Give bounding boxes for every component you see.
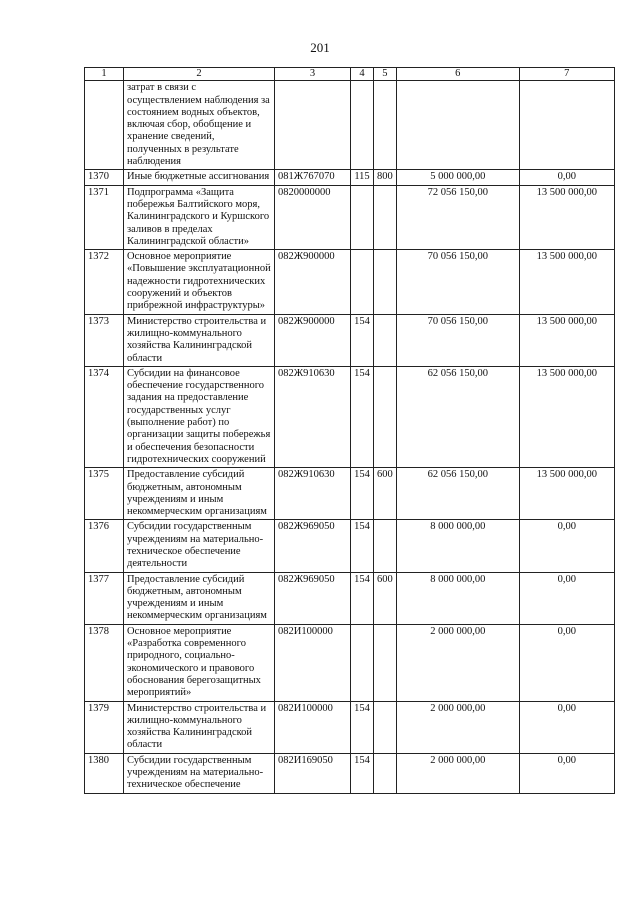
header-row [85, 68, 615, 81]
row-name-cell: Субсидии на финансовое обеспечение государственного задания на предоставление государственных услуг (выполнение работ) по организации защиты побережья и обеспечения безопасности гидротехнических сооружений [124, 366, 275, 467]
row-name-cell: Предоставление субсидий бюджетным, автономным учреждениям и иным некоммерческим организациям [124, 572, 275, 624]
row-sum2-cell: 0,00 [519, 753, 614, 793]
row-code-cell: 082И100000 [275, 701, 351, 753]
row-gr-cell: 154 [351, 753, 374, 793]
row-sum1-cell: 5 000 000,00 [396, 170, 519, 185]
row-vr-cell [374, 185, 397, 249]
row-sum1-cell: 72 056 150,00 [396, 185, 519, 249]
row-vr-cell [374, 314, 397, 366]
row-number-cell: 1379 [85, 701, 124, 753]
row-sum1-cell: 70 056 150,00 [396, 250, 519, 314]
row-code-cell: 082Ж900000 [275, 250, 351, 314]
row-name-cell: затрат в связи с осуществлением наблюдения за состоянием водных объектов, включая сбор, обобщение и хранение сведений, полученных в результате наблюдения [124, 81, 275, 170]
row-name-cell: Субсидии государственным учреждениям на материально-техническое обеспечение деятельности [124, 520, 275, 572]
row-name-cell: Основное мероприятие «Повышение эксплуатационной надежности гидротехнических сооружений и объектов прибрежной инфраструктуры» [124, 250, 275, 314]
row-gr-cell: 154 [351, 701, 374, 753]
row-code-cell: 082И100000 [275, 624, 351, 701]
table-row [85, 250, 615, 314]
row-code-cell: 0820000000 [275, 185, 351, 249]
row-sum1-cell [396, 81, 519, 170]
page-number: 201 [310, 40, 330, 55]
row-sum2-cell: 13 500 000,00 [519, 366, 614, 467]
row-sum2-cell: 0,00 [519, 624, 614, 701]
row-name-cell: Министерство строительства и жилищно-коммунального хозяйства Калининградской области [124, 701, 275, 753]
row-name-cell: Министерство строительства и жилищно-коммунального хозяйства Калининградской области [124, 314, 275, 366]
row-name-cell: Основное мероприятие «Разработка современного природного, социально-экономического и правового обоснования берегозащитных мероприятий» [124, 624, 275, 701]
row-number-cell: 1380 [85, 753, 124, 793]
table-row [85, 572, 615, 624]
row-gr-cell: 115 [351, 170, 374, 185]
row-sum1-cell: 70 056 150,00 [396, 314, 519, 366]
row-vr-cell [374, 250, 397, 314]
row-name-cell: Субсидии государственным учреждениям на материально-техническое обеспечение [124, 753, 275, 793]
row-number-cell [85, 81, 124, 170]
row-gr-cell [351, 250, 374, 314]
row-number-cell: 1376 [85, 520, 124, 572]
row-name-cell: Предоставление субсидий бюджетным, автономным учреждениям и иным некоммерческим организациям [124, 468, 275, 520]
table-row [85, 366, 615, 467]
row-gr-cell: 154 [351, 520, 374, 572]
row-sum2-cell: 0,00 [519, 170, 614, 185]
row-gr-cell [351, 81, 374, 170]
table-row [85, 170, 615, 185]
row-gr-cell: 154 [351, 572, 374, 624]
row-gr-cell [351, 624, 374, 701]
row-code-cell: 082Ж969050 [275, 520, 351, 572]
row-vr-cell [374, 366, 397, 467]
header-cell-4: 4 [351, 68, 374, 81]
row-gr-cell: 154 [351, 468, 374, 520]
row-sum2-cell: 13 500 000,00 [519, 250, 614, 314]
header-cell-5: 5 [374, 68, 397, 81]
row-sum2-cell: 13 500 000,00 [519, 314, 614, 366]
table-row [85, 314, 615, 366]
row-sum2-cell: 0,00 [519, 701, 614, 753]
row-vr-cell [374, 753, 397, 793]
row-number-cell: 1373 [85, 314, 124, 366]
table-row [85, 185, 615, 249]
row-vr-cell [374, 701, 397, 753]
row-sum1-cell: 8 000 000,00 [396, 520, 519, 572]
row-sum1-cell: 62 056 150,00 [396, 366, 519, 467]
header-cell-3: 3 [275, 68, 351, 81]
row-number-cell: 1377 [85, 572, 124, 624]
row-gr-cell: 154 [351, 314, 374, 366]
row-code-cell [275, 81, 351, 170]
row-vr-cell [374, 624, 397, 701]
row-number-cell: 1378 [85, 624, 124, 701]
row-gr-cell [351, 185, 374, 249]
row-vr-cell: 800 [374, 170, 397, 185]
row-number-cell: 1371 [85, 185, 124, 249]
table-row [85, 468, 615, 520]
table-row [85, 81, 615, 170]
row-sum1-cell: 2 000 000,00 [396, 701, 519, 753]
row-vr-cell [374, 81, 397, 170]
row-vr-cell [374, 520, 397, 572]
row-sum1-cell: 62 056 150,00 [396, 468, 519, 520]
row-sum2-cell: 0,00 [519, 520, 614, 572]
table-row [85, 624, 615, 701]
row-code-cell: 082Ж900000 [275, 314, 351, 366]
row-code-cell: 082И169050 [275, 753, 351, 793]
row-sum1-cell: 2 000 000,00 [396, 624, 519, 701]
table-row [85, 701, 615, 753]
row-sum2-cell: 0,00 [519, 572, 614, 624]
row-sum2-cell: 13 500 000,00 [519, 185, 614, 249]
row-number-cell: 1374 [85, 366, 124, 467]
row-code-cell: 081Ж767070 [275, 170, 351, 185]
row-sum1-cell: 2 000 000,00 [396, 753, 519, 793]
row-sum1-cell: 8 000 000,00 [396, 572, 519, 624]
row-sum2-cell [519, 81, 614, 170]
row-vr-cell: 600 [374, 468, 397, 520]
budget-table-body [85, 68, 615, 794]
header-cell-7: 7 [519, 68, 614, 81]
table-row [85, 753, 615, 793]
row-name-cell: Иные бюджетные ассигнования [124, 170, 275, 185]
row-code-cell: 082Ж969050 [275, 572, 351, 624]
header-cell-1: 1 [85, 68, 124, 81]
table-row [85, 520, 615, 572]
row-name-cell: Подпрограмма «Защита побережья Балтийского моря, Калининградского и Куршского заливов в пределах Калининградской области» [124, 185, 275, 249]
row-code-cell: 082Ж910630 [275, 468, 351, 520]
row-number-cell: 1372 [85, 250, 124, 314]
header-cell-6: 6 [396, 68, 519, 81]
header-cell-2: 2 [124, 68, 275, 81]
budget-table [84, 67, 615, 794]
row-number-cell: 1375 [85, 468, 124, 520]
row-number-cell: 1370 [85, 170, 124, 185]
row-vr-cell: 600 [374, 572, 397, 624]
row-gr-cell: 154 [351, 366, 374, 467]
row-sum2-cell: 13 500 000,00 [519, 468, 614, 520]
row-code-cell: 082Ж910630 [275, 366, 351, 467]
